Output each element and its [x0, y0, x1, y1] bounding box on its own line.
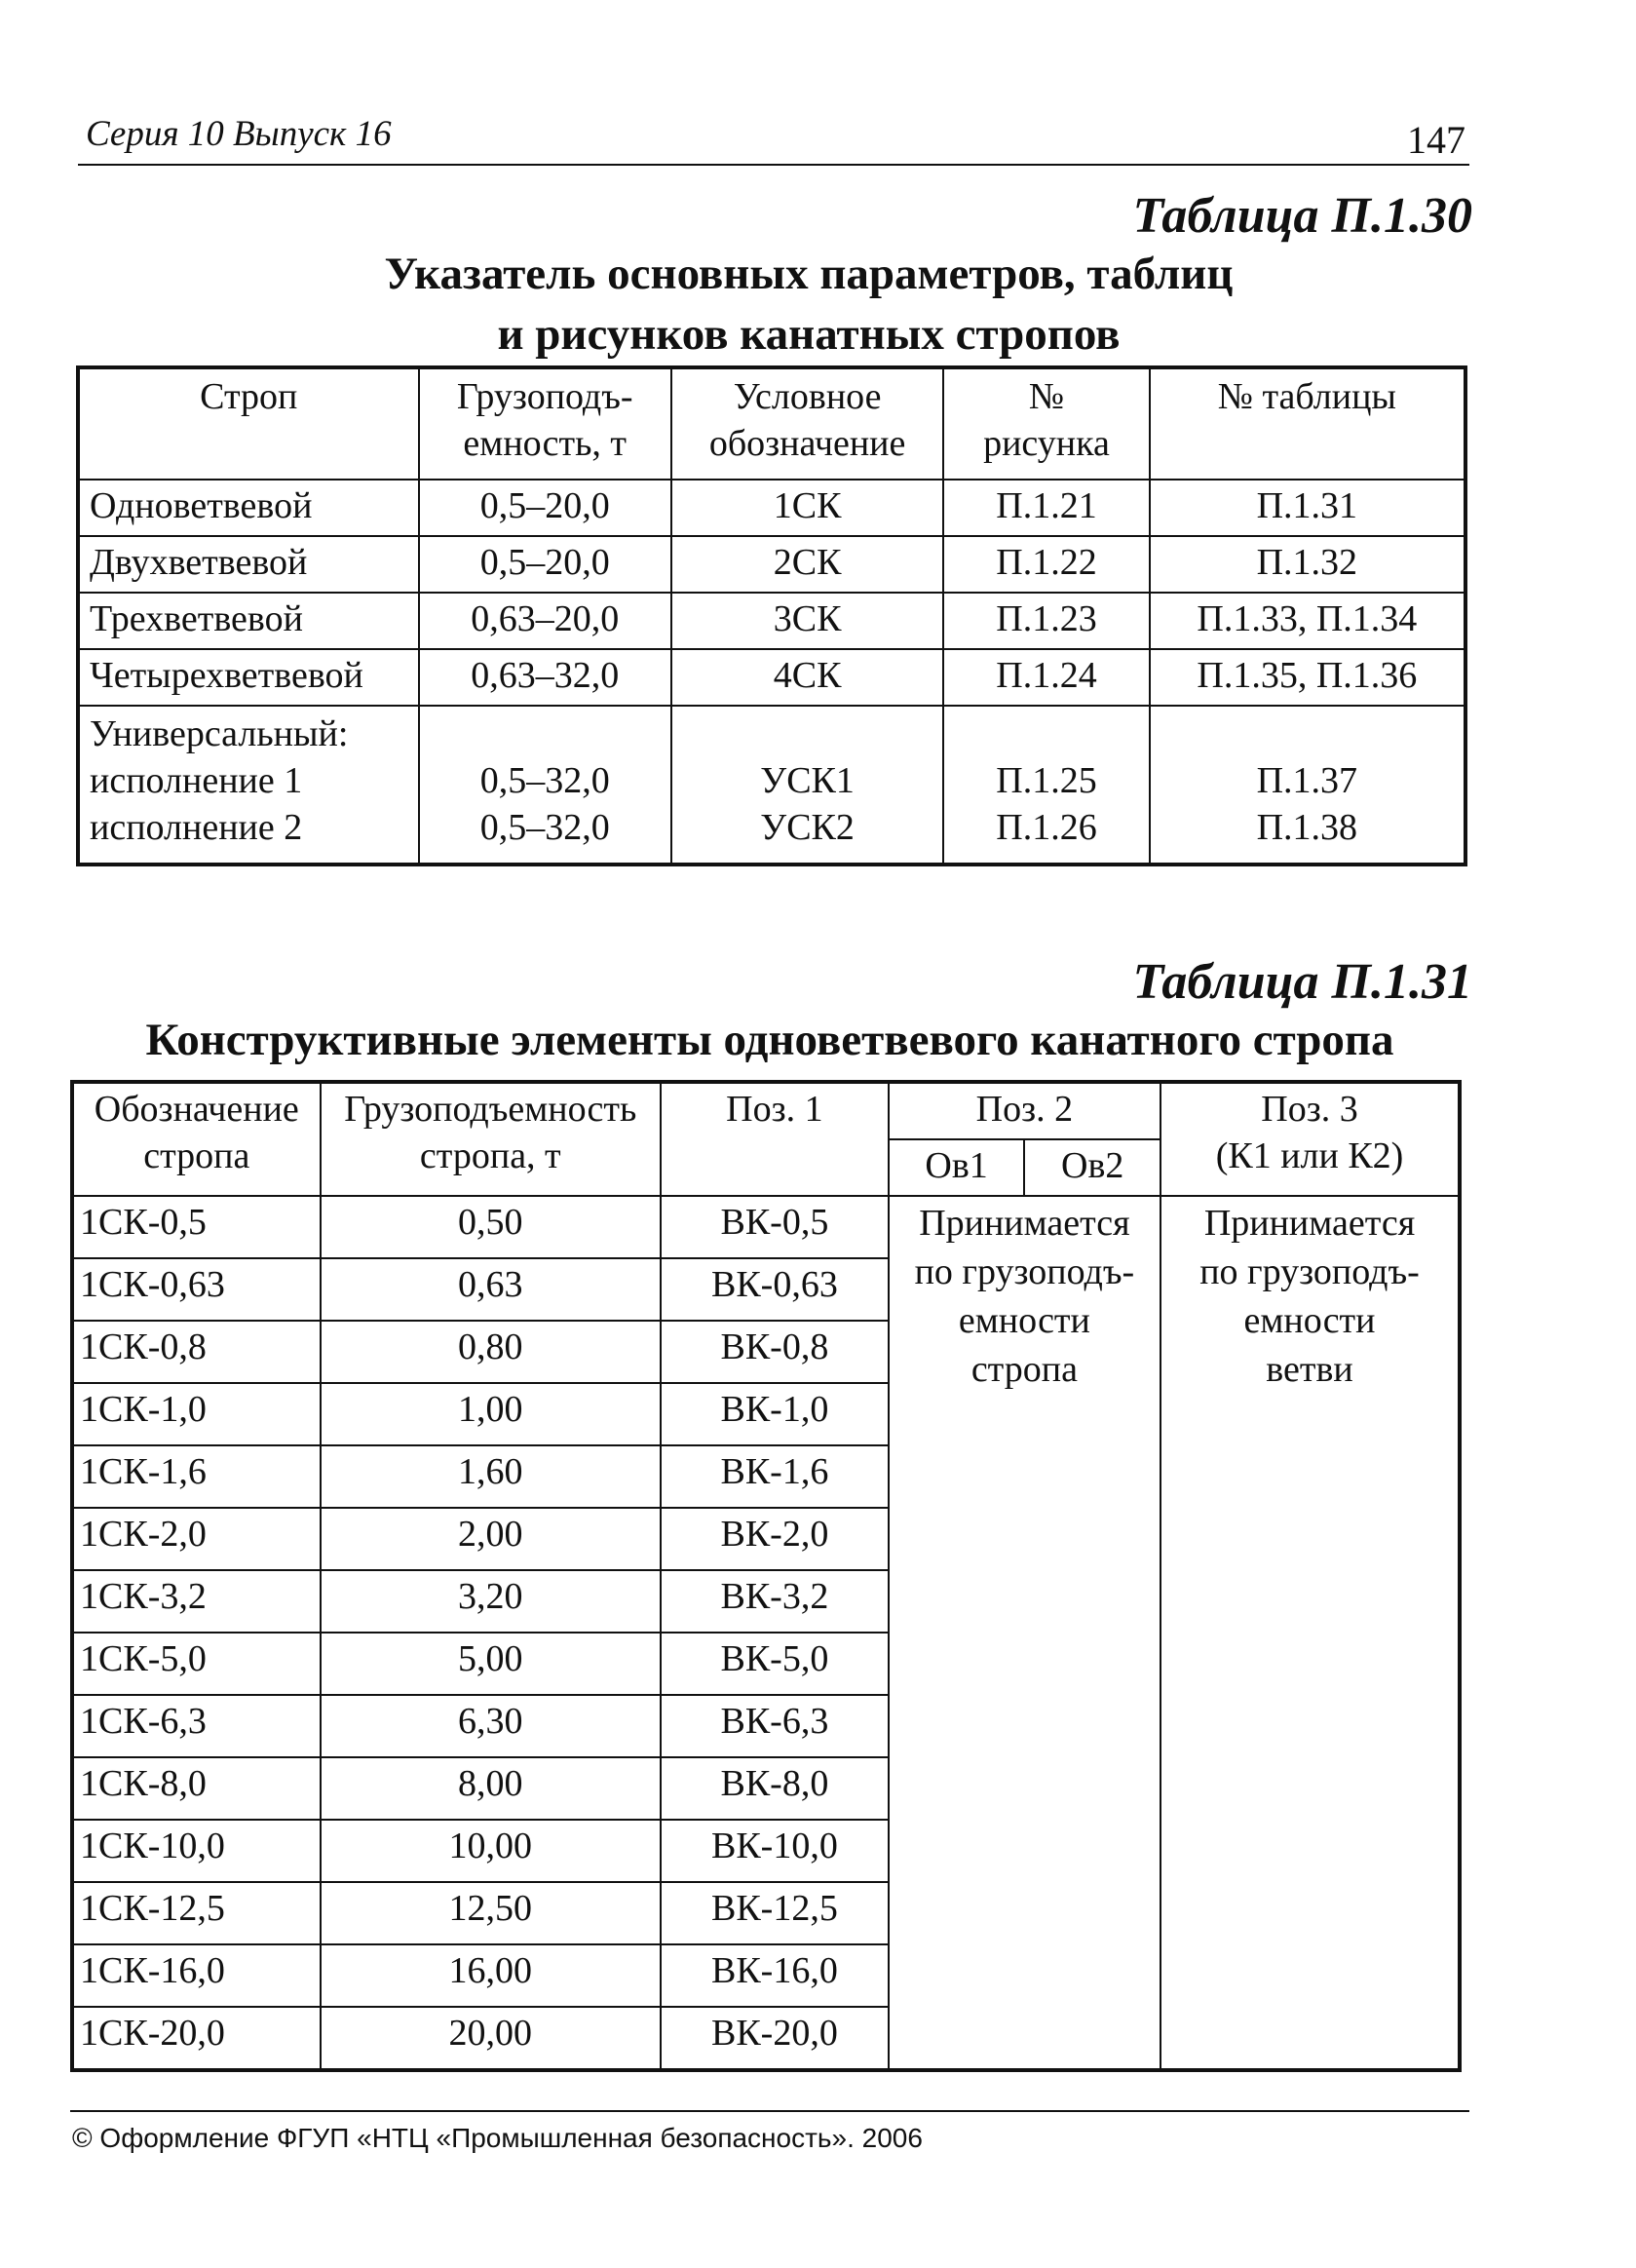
cell-capacity: 0,50	[321, 1196, 661, 1258]
cell-pos1: ВК-3,2	[661, 1570, 889, 1633]
cell-designation: 1СК-1,0	[72, 1383, 321, 1445]
cell-designation: 1СК-0,5	[72, 1196, 321, 1258]
header-designation-text: Обозначение стропа	[94, 1089, 299, 1176]
universal-sling-text: Универсальный: исполнение 1 исполнение 2	[90, 713, 349, 848]
cell-sling: Одноветвевой	[78, 480, 419, 536]
header-designation	[72, 1082, 321, 1196]
cell-capacity: 8,00	[321, 1757, 661, 1820]
cell-pos1: ВК-0,5	[661, 1196, 889, 1258]
running-head	[78, 109, 1469, 166]
cell-pos1: ВК-2,0	[661, 1508, 889, 1570]
cell-capacity: 0,80	[321, 1321, 661, 1383]
universal-capacity-text: 0,5–32,0 0,5–32,0	[479, 760, 610, 848]
header-figure-text: № рисунка	[983, 376, 1110, 464]
cell-sling: Двухветвевой	[78, 536, 419, 593]
table-header-row	[72, 1082, 1460, 1139]
cell-capacity: 12,50	[321, 1882, 661, 1944]
cell-capacity: 0,63	[321, 1258, 661, 1321]
cell-pos1: ВК-0,63	[661, 1258, 889, 1321]
cell-capacity: 16,00	[321, 1944, 661, 2007]
cell-capacity: 6,30	[321, 1695, 661, 1757]
cell-designation: 1СК-3,2	[72, 1570, 321, 1633]
header-capacity	[321, 1082, 661, 1196]
universal-designation-text: УСК1 УСК2	[760, 760, 855, 848]
header-table: № таблицы	[1150, 367, 1465, 480]
header-pos2-ov1: Ов1	[889, 1139, 1025, 1196]
series-issue: Серия 10 Выпуск 16	[86, 114, 392, 154]
cell-capacity: 1,00	[321, 1383, 661, 1445]
header-sling: Строп	[78, 367, 419, 480]
table-row	[78, 480, 1465, 536]
cell-sling: Четырехветвевой	[78, 649, 419, 706]
header-pos3-text: Поз. 3 (К1 или К2)	[1215, 1089, 1404, 1176]
header-capacity	[419, 367, 671, 480]
cell-pos1: ВК-8,0	[661, 1757, 889, 1820]
cell-capacity: 3,20	[321, 1570, 661, 1633]
header-capacity-text: Грузоподъ- емность, т	[456, 376, 633, 464]
page-number: 147	[1407, 118, 1465, 162]
cell-capacity: 0,5–20,0	[419, 536, 671, 593]
single-leg-sling-table	[70, 1080, 1462, 2072]
cell-pos1: ВК-5,0	[661, 1633, 889, 1695]
cell-designation: 1СК-2,0	[72, 1508, 321, 1570]
sling-index-table	[76, 365, 1467, 866]
table-row	[78, 649, 1465, 706]
pos3-note-cell	[1160, 1196, 1460, 2070]
cell-table: П.1.35, П.1.36	[1150, 649, 1465, 706]
cell-pos1: ВК-6,3	[661, 1695, 889, 1757]
cell-table: П.1.32	[1150, 536, 1465, 593]
universal-table-text: П.1.37 П.1.38	[1256, 760, 1358, 848]
cell-capacity-universal	[419, 706, 671, 865]
cell-pos1: ВК-1,6	[661, 1445, 889, 1508]
cell-designation: 1СК-8,0	[72, 1757, 321, 1820]
cell-capacity: 20,00	[321, 2007, 661, 2070]
cell-designation: 1СК-0,63	[72, 1258, 321, 1321]
cell-capacity: 0,63–32,0	[419, 649, 671, 706]
cell-designation: 1СК-16,0	[72, 1944, 321, 2007]
pos2-note: Принимается по грузоподъ- емности стропа	[914, 1203, 1135, 1390]
header-designation-text: Условное обозначение	[708, 376, 906, 464]
copyright-footer: © Оформление ФГУП «НТЦ «Промышленная безопасность». 2006	[72, 2123, 923, 2153]
cell-capacity: 1,60	[321, 1445, 661, 1508]
cell-table-universal	[1150, 706, 1465, 865]
footer-divider	[70, 2110, 1469, 2112]
cell-designation: 1СК-0,8	[72, 1321, 321, 1383]
pos2-note-cell	[889, 1196, 1160, 2070]
cell-sling-universal	[78, 706, 419, 865]
cell-table: П.1.31	[1150, 480, 1465, 536]
cell-pos1: ВК-20,0	[661, 2007, 889, 2070]
table-row	[72, 1196, 1460, 1258]
table-row	[78, 593, 1465, 649]
cell-designation: 1СК-6,3	[72, 1695, 321, 1757]
cell-pos1: ВК-10,0	[661, 1820, 889, 1882]
cell-capacity: 0,5–20,0	[419, 480, 671, 536]
cell-designation: 1СК-5,0	[72, 1633, 321, 1695]
cell-figure-universal	[943, 706, 1149, 865]
header-pos3	[1160, 1082, 1460, 1196]
header-pos2-ov2: Ов2	[1024, 1139, 1160, 1196]
cell-figure: П.1.24	[943, 649, 1149, 706]
cell-designation-universal	[671, 706, 943, 865]
cell-pos1: ВК-0,8	[661, 1321, 889, 1383]
table1-label: Таблица П.1.30	[1132, 188, 1472, 244]
cell-capacity: 2,00	[321, 1508, 661, 1570]
header-pos2: Поз. 2	[889, 1082, 1160, 1139]
table-row	[78, 536, 1465, 593]
cell-pos1: ВК-12,5	[661, 1882, 889, 1944]
cell-figure: П.1.23	[943, 593, 1149, 649]
universal-figure-text: П.1.25 П.1.26	[996, 760, 1097, 848]
cell-designation: 1СК-12,5	[72, 1882, 321, 1944]
cell-figure: П.1.21	[943, 480, 1149, 536]
header-figure	[943, 367, 1149, 480]
table1-title-line1: Указатель основных параметров, таблиц	[384, 249, 1234, 299]
cell-capacity: 0,63–20,0	[419, 593, 671, 649]
cell-sling: Трехветвевой	[78, 593, 419, 649]
cell-designation: 1СК-1,6	[72, 1445, 321, 1508]
cell-designation: 3СК	[671, 593, 943, 649]
table1-title-line2: и рисунков канатных стропов	[497, 309, 1121, 360]
cell-designation: 2СК	[671, 536, 943, 593]
header-designation	[671, 367, 943, 480]
header-pos1: Поз. 1	[661, 1082, 889, 1196]
table2-title: Конструктивные элементы одноветвевого канатного стропа	[145, 1015, 1394, 1065]
table-row-universal	[78, 706, 1465, 865]
cell-designation: 1СК-10,0	[72, 1820, 321, 1882]
cell-figure: П.1.22	[943, 536, 1149, 593]
table2-label: Таблица П.1.31	[1132, 954, 1472, 1010]
cell-pos1: ВК-1,0	[661, 1383, 889, 1445]
cell-table: П.1.33, П.1.34	[1150, 593, 1465, 649]
cell-designation: 1СК-20,0	[72, 2007, 321, 2070]
cell-designation: 1СК	[671, 480, 943, 536]
cell-capacity: 10,00	[321, 1820, 661, 1882]
pos3-note: Принимается по грузоподъ- емности ветви	[1199, 1203, 1420, 1390]
cell-pos1: ВК-16,0	[661, 1944, 889, 2007]
cell-designation: 4СК	[671, 649, 943, 706]
table-header-row	[78, 367, 1465, 480]
header-capacity-text: Грузоподъемность стропа, т	[344, 1089, 637, 1176]
cell-capacity: 5,00	[321, 1633, 661, 1695]
